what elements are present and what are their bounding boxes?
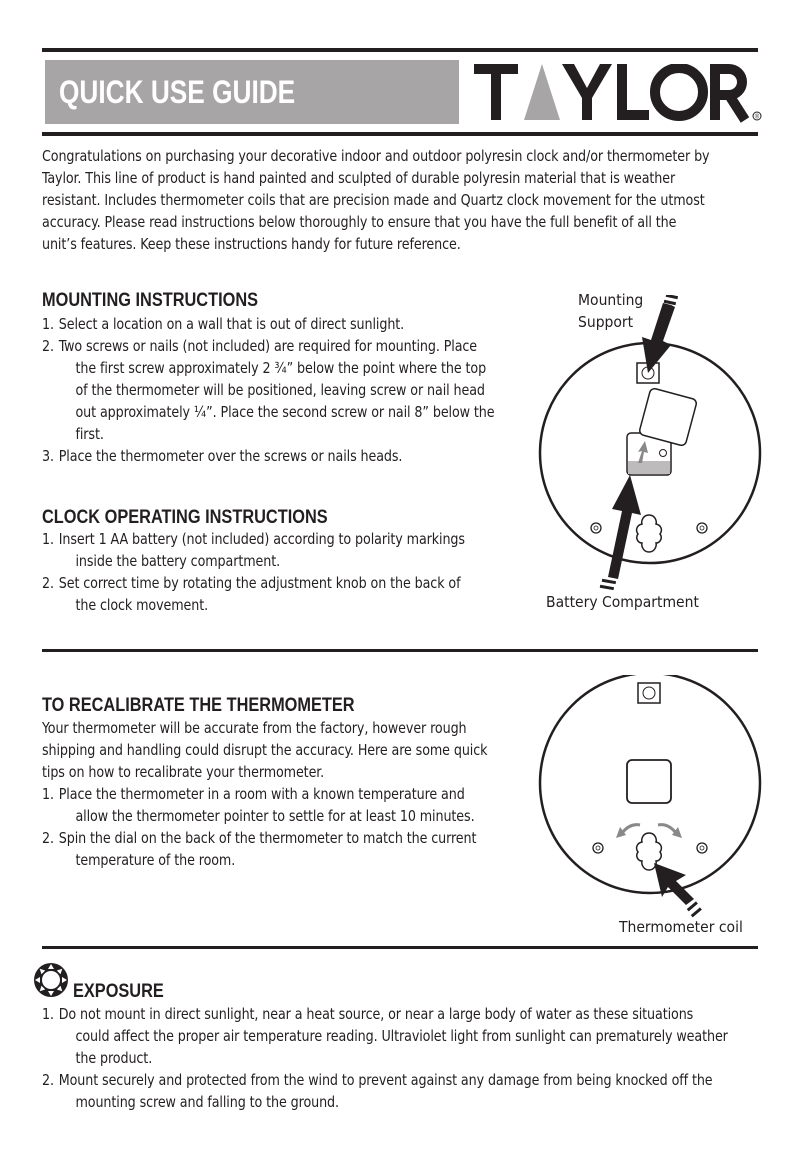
list-item: 1. Insert 1 AA battery (not included) according to polarity markings inside the battery compartment.: [42, 530, 465, 570]
mounting-heading: MOUNTING INSTRUCTIONS: [42, 290, 259, 311]
thermometer-back-diagram: [530, 675, 770, 920]
registered-mark: ®: [754, 114, 760, 121]
mounting-support-label: Mounting Support: [578, 291, 644, 331]
list-item: 2. Mount securely and protected from the wind to prevent against any damage from being knocked off the mounting screw and falling to the ground.: [42, 1071, 713, 1111]
mounting-steps: [42, 313, 498, 467]
intro-paragraph: Congratulations on purchasing your decorative indoor and outdoor polyresin clock and/or thermometer by Taylor. This line of product is hand painted and sculpted of durable polyresin material that is weather resistant. Includes thermometer coils that are precision made and Quartz clock movement for the utmost accuracy. Please read instructions below thoroughly to ensure that you have the full benefit of all the unit’s features. Keep these instructions handy for future reference.: [42, 147, 710, 253]
recalibrate-intro: Your thermometer will be accurate from the factory, however rough shipping and handling could disrupt the accuracy. Here are some quick tips on how to recalibrate your thermometer.: [42, 719, 488, 781]
list-item: 2. Two screws or nails (not included) are required for mounting. Place the first screw approximately 2 ¾” below the point where the top of the thermometer will be positioned, leaving screw or nail head out approximately ¼”. Place the second screw or nail 8” below the first.: [42, 337, 495, 443]
list-item: 1. Place the thermometer in a room with a known temperature and allow the thermometer pointer to settle for at least 10 minutes.: [42, 785, 475, 825]
header-bottom-rule: [42, 132, 758, 136]
recalibrate-steps: [42, 783, 498, 871]
exposure-steps: [42, 1003, 730, 1113]
clock-back-diagram: [530, 295, 770, 595]
battery-compartment-label: Battery Compartment: [546, 593, 699, 611]
list-item: 1. Select a location on a wall that is out of direct sunlight.: [42, 315, 405, 333]
sun-icon: [33, 962, 69, 998]
top-rule: [42, 48, 758, 52]
clock-heading: CLOCK OPERATING INSTRUCTIONS: [42, 507, 328, 528]
list-item: 1. Do not mount in direct sunlight, near a heat source, or near a large body of water as these situations could affect the proper air temperature reading. Ultraviolet light from sunlight can prematurely weather the product.: [42, 1005, 728, 1067]
taylor-logo: [474, 64, 764, 124]
exposure-heading: EXPOSURE: [73, 981, 164, 1002]
list-item: 3. Place the thermometer over the screws or nails heads.: [42, 447, 403, 465]
title-bar: [45, 60, 459, 124]
thermometer-coil-label: Thermometer coil: [619, 918, 743, 936]
recalibrate-heading: TO RECALIBRATE THE THERMOMETER: [42, 695, 355, 716]
clock-steps: [42, 528, 479, 616]
list-item: 2. Spin the dial on the back of the thermometer to match the current temperature of the room.: [42, 829, 477, 869]
section-divider: [42, 946, 758, 949]
page-title: QUICK USE GUIDE: [59, 74, 296, 110]
list-item: 2. Set correct time by rotating the adjustment knob on the back of the clock movement.: [42, 574, 461, 614]
section-divider: [42, 649, 758, 652]
